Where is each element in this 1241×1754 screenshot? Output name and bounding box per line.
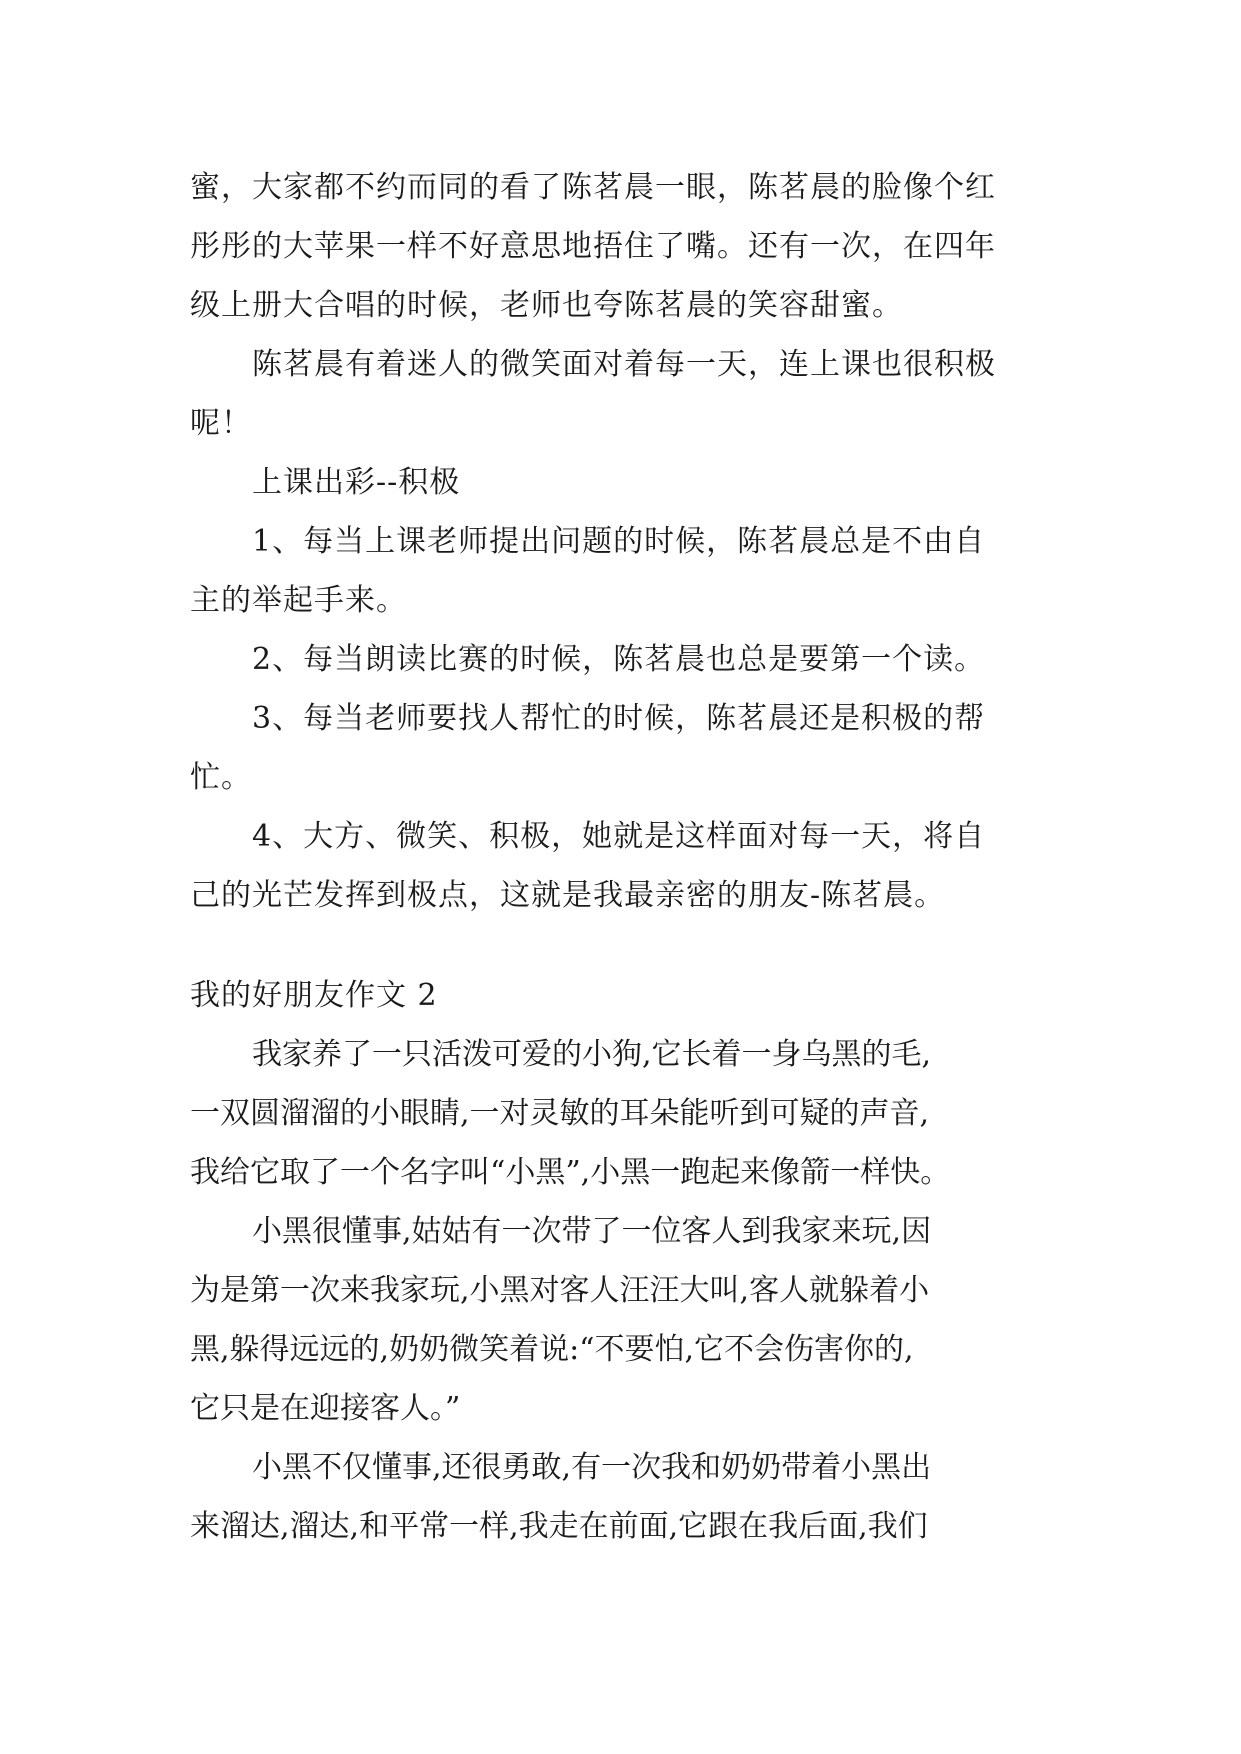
list-item: 2、每当朗读比赛的时候，陈茗晨也总是要第一个读。: [252, 642, 986, 677]
paragraph-line: 主的举起手来。: [190, 583, 407, 618]
list-item: 1、每当上课老师提出问题的时候，陈茗晨总是不由自: [252, 524, 986, 559]
paragraph-line: 它只是在迎接客人。”: [190, 1391, 461, 1426]
paragraph-line: 己的光芒发挥到极点，这就是我最亲密的朋友-陈茗晨。: [190, 878, 946, 913]
paragraph-line: 黑,躲得远远的,奶奶微笑着说:“不要怕,它不会伤害你的,: [190, 1332, 914, 1367]
paragraph-line: 来溜达,溜达,和平常一样,我走在前面,它跟在我后面,我们: [190, 1509, 928, 1544]
section-title: 我的好朋友作文 2: [190, 978, 438, 1013]
list-item: 4、大方、微笑、积极，她就是这样面对每一天，将自: [252, 819, 986, 854]
paragraph-line: 级上册大合唱的时候，老师也夸陈茗晨的笑容甜蜜。: [190, 288, 903, 323]
subheading: 上课出彩--积极: [252, 465, 461, 500]
paragraph-line: 呢！: [190, 406, 252, 441]
paragraph-line: 彤彤的大苹果一样不好意思地捂住了嘴。还有一次，在四年: [190, 229, 996, 264]
paragraph-line: 小黑很懂事,姑姑有一次带了一位客人到我家来玩,因: [252, 1214, 932, 1249]
paragraph-line: 陈茗晨有着迷人的微笑面对着每一天，连上课也很积极: [252, 347, 996, 382]
paragraph-line: 小黑不仅懂事,还很勇敢,有一次我和奶奶带着小黑出: [252, 1450, 932, 1485]
paragraph-line: 我给它取了一个名字叫“小黑”,小黑一跑起来像箭一样快。: [190, 1155, 951, 1190]
list-item: 3、每当老师要找人帮忙的时候，陈茗晨还是积极的帮: [252, 701, 986, 736]
paragraph-line: 一双圆溜溜的小眼睛,一对灵敏的耳朵能听到可疑的声音,: [190, 1096, 930, 1131]
paragraph-line: 我家养了一只活泼可爱的小狗,它长着一身乌黑的毛,: [252, 1037, 932, 1072]
paragraph-line: 为是第一次来我家玩,小黑对客人汪汪大叫,客人就躲着小: [190, 1273, 930, 1308]
paragraph-line: 蜜，大家都不约而同的看了陈茗晨一眼，陈茗晨的脸像个红: [190, 170, 996, 205]
paragraph-line: 忙。: [190, 760, 252, 795]
